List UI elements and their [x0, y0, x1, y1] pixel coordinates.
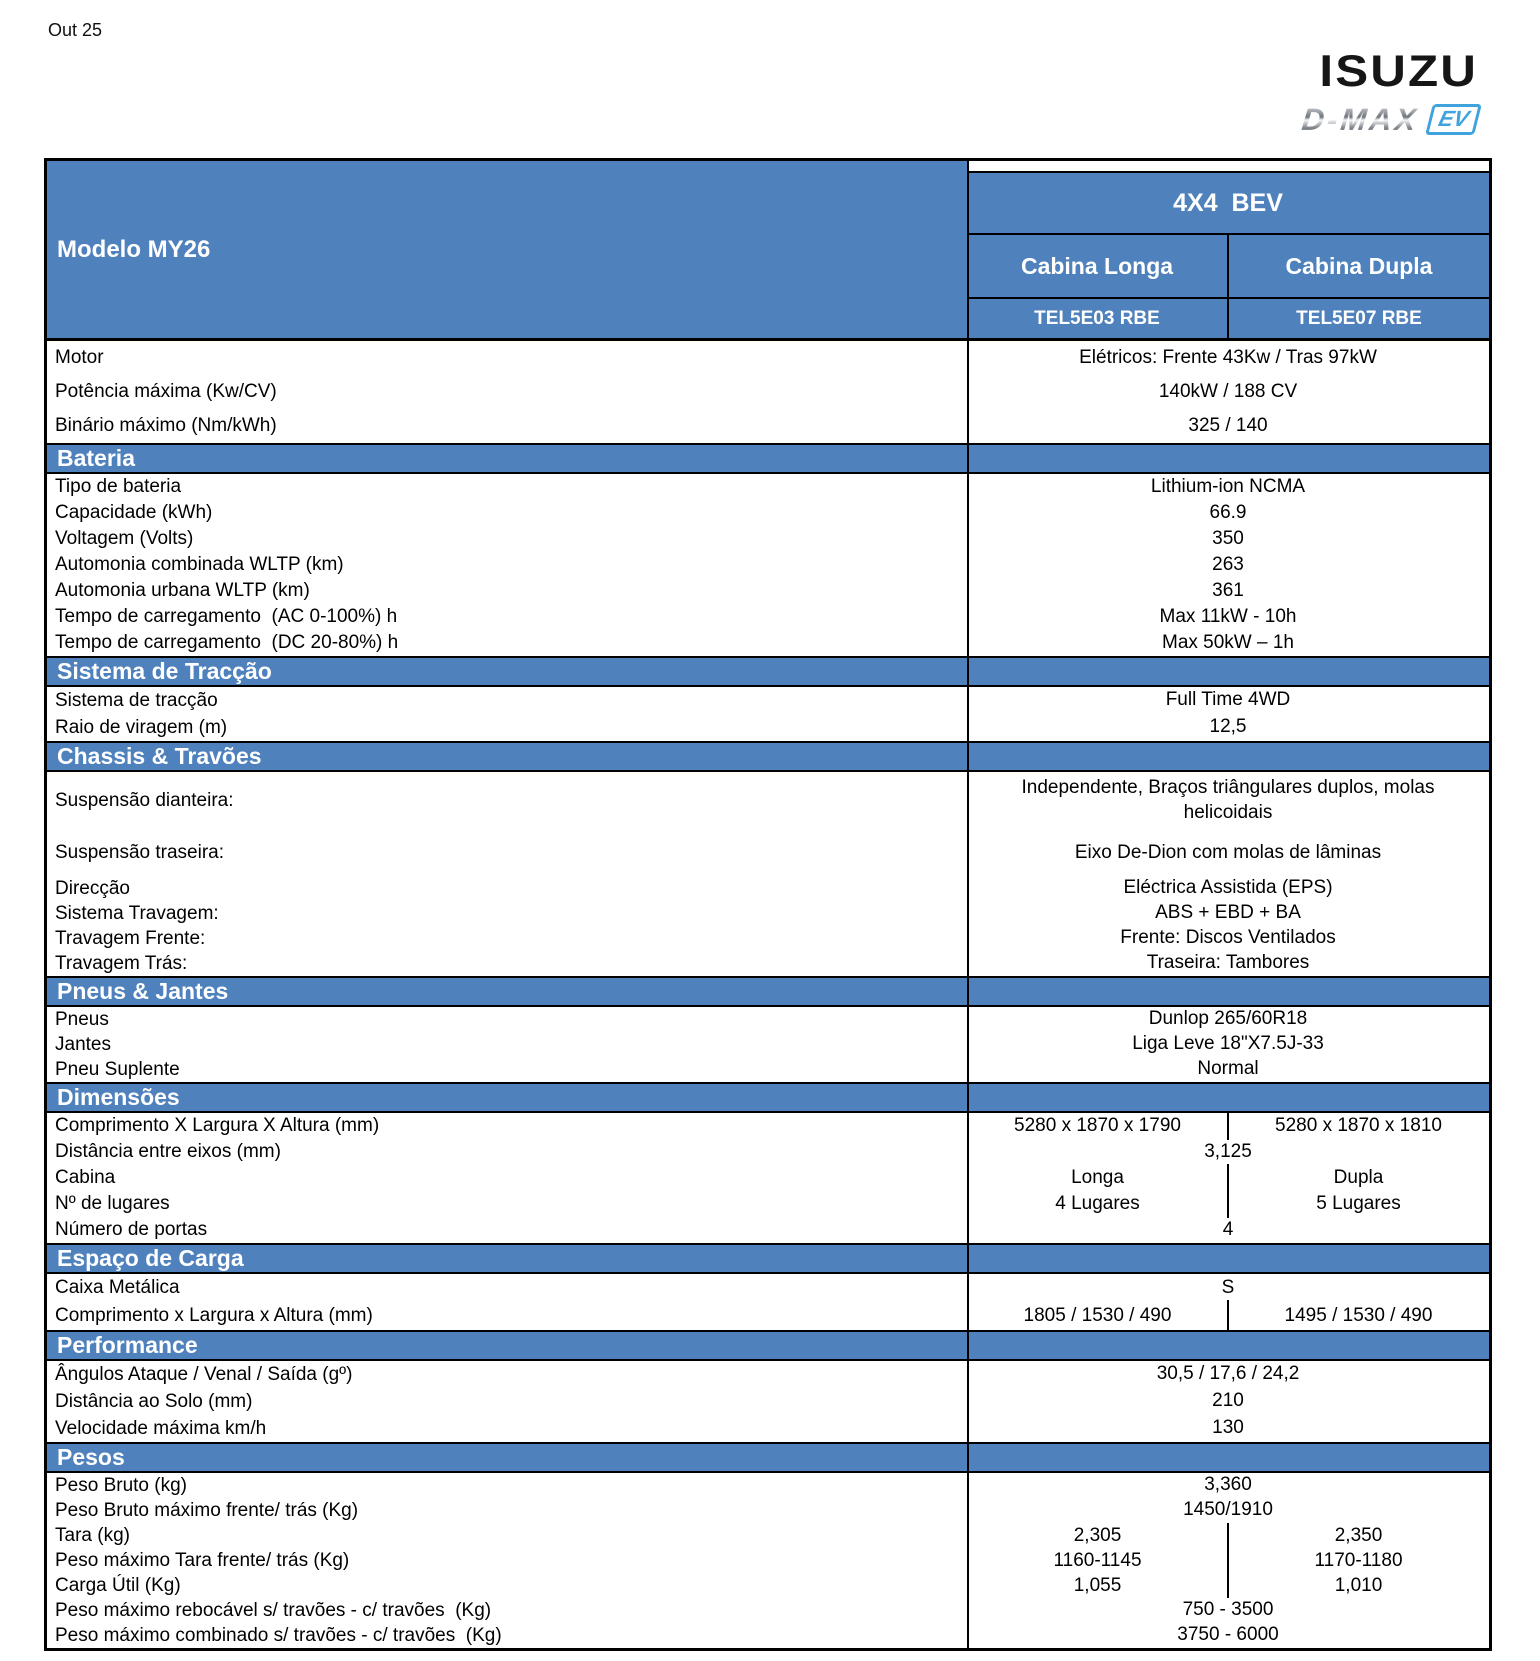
row-label: Pneu Suplente — [55, 1058, 180, 1080]
section-header-espaco-de-carga — [47, 1243, 1489, 1274]
spec-row — [47, 1274, 1489, 1302]
row-value: Eixo De-Dion com molas de lâminas — [1066, 841, 1390, 866]
row-value-merged — [967, 1274, 1489, 1302]
row-label: Tempo de carregamento (AC 0-100%) h — [55, 606, 398, 627]
row-label: Peso Bruto (kg) — [55, 1474, 187, 1496]
section-title: Pesos — [57, 1444, 125, 1470]
cab-headers — [967, 235, 1489, 299]
spec-row — [47, 687, 1489, 714]
value-right: 5 Lugares — [1316, 1193, 1401, 1214]
row-value-merged — [967, 1598, 1489, 1623]
row-label: Distância entre eixos (mm) — [55, 1141, 281, 1162]
row-value: 1450/1910 — [1174, 1498, 1282, 1523]
spec-row — [47, 1361, 1489, 1388]
row-label: Peso máximo rebocável s/ travões - c/ travões (Kg) — [55, 1599, 492, 1621]
row-value: Liga Leve 18"X7.5J-33 — [1123, 1032, 1333, 1057]
row-value: Max 50kW – 1h — [1153, 631, 1303, 656]
spec-row — [47, 1388, 1489, 1415]
sub-column-divider — [1227, 1113, 1229, 1225]
row-value: 3750 - 6000 — [1168, 1623, 1287, 1648]
row-value-merged — [967, 578, 1489, 604]
row-label: Comprimento X Largura X Altura (mm) — [55, 1115, 380, 1136]
spec-row — [47, 500, 1489, 526]
spec-row — [47, 341, 1489, 375]
spec-row — [47, 1473, 1489, 1498]
spec-row — [47, 714, 1489, 741]
section-title: Dimensões — [57, 1084, 180, 1110]
dmax-ev-logo — [1302, 104, 1478, 135]
spec-row — [47, 1598, 1489, 1623]
spec-row — [47, 830, 1489, 876]
row-value: Full Time 4WD — [1157, 688, 1300, 713]
section-rows — [47, 1473, 1489, 1648]
cab-double-header: Cabina Dupla — [1227, 235, 1489, 297]
row-value-merged — [967, 876, 1489, 901]
row-value: Elétricos: Frente 43Kw / Tras 97kW — [1070, 346, 1386, 371]
row-label: Tara (kg) — [55, 1524, 130, 1546]
value-right: Dupla — [1333, 1167, 1384, 1188]
section-header-chassis-travoes — [47, 741, 1489, 772]
row-label: Velocidade máxima km/h — [55, 1417, 267, 1439]
value-left: 1805 / 1530 / 490 — [1023, 1305, 1172, 1326]
row-value-merged — [967, 526, 1489, 552]
value-left: Longa — [1071, 1167, 1124, 1188]
row-value: Eléctrica Assistida (EPS) — [1114, 876, 1341, 901]
row-value-merged — [967, 1388, 1489, 1415]
row-value-merged — [967, 1498, 1489, 1523]
spec-row — [47, 876, 1489, 901]
section-rows — [47, 687, 1489, 741]
row-label: Automonia urbana WLTP (km) — [55, 580, 310, 601]
row-value: Dunlop 265/60R18 — [1140, 1007, 1316, 1032]
row-value: Frente: Discos Ventilados — [1111, 926, 1344, 951]
row-label: Nº de lugares — [55, 1193, 170, 1214]
row-label: Sistema Travagem: — [55, 902, 219, 924]
spec-row — [47, 951, 1489, 976]
section-header-sistema-de-traccao — [47, 656, 1489, 687]
row-value-merged — [967, 1623, 1489, 1648]
row-value-merged — [967, 714, 1489, 741]
spec-row — [47, 772, 1489, 830]
main-column-divider — [967, 161, 969, 1648]
row-value-merged — [967, 772, 1489, 830]
row-value-merged — [967, 552, 1489, 578]
spec-row — [47, 1573, 1489, 1598]
row-label: Voltagem (Volts) — [55, 528, 194, 549]
row-value-merged — [967, 951, 1489, 976]
value-left: 1,055 — [1073, 1574, 1122, 1596]
spec-row — [47, 1007, 1489, 1032]
ev-badge: EV — [1425, 104, 1482, 135]
cab-long-header: Cabina Longa — [1020, 252, 1174, 279]
row-value: ABS + EBD + BA — [1146, 901, 1310, 926]
row-label: Carga Útil (Kg) — [55, 1574, 181, 1596]
row-value-merged — [967, 1217, 1489, 1243]
row-value-merged — [967, 1057, 1489, 1082]
isuzu-wordmark-logo: ISUZU — [1319, 45, 1478, 96]
row-label: Peso máximo combinado s/ travões - c/ travões (Kg) — [55, 1624, 502, 1646]
table-body — [47, 341, 1489, 1648]
section-title: Bateria — [57, 445, 135, 471]
row-label: Comprimento x Largura x Altura (mm) — [55, 1305, 373, 1326]
spec-row — [47, 1302, 1489, 1330]
row-label: Suspensão dianteira: — [55, 790, 234, 811]
spec-row — [47, 552, 1489, 578]
row-label: Sistema de tracção — [55, 689, 218, 711]
spec-row — [47, 375, 1489, 409]
section-header-pesos — [47, 1442, 1489, 1473]
row-value-merged — [967, 1361, 1489, 1388]
row-value-merged — [967, 830, 1489, 876]
value-left: 5280 x 1870 x 1790 — [1014, 1115, 1181, 1136]
row-label: Peso máximo Tara frente/ trás (Kg) — [55, 1549, 350, 1571]
spec-row — [47, 474, 1489, 500]
spec-row — [47, 578, 1489, 604]
row-label: Número de portas — [55, 1219, 208, 1240]
variant-code-double: TEL5E07 RBE — [1227, 299, 1489, 338]
spec-row — [47, 1057, 1489, 1082]
row-value: Lithium-ion NCMA — [1142, 475, 1314, 500]
section-rows — [47, 1113, 1489, 1243]
value-left: 1160-1145 — [1053, 1549, 1142, 1571]
section-rows — [47, 1361, 1489, 1442]
section-title: Chassis & Travões — [57, 743, 262, 769]
value-right: 5280 x 1870 x 1810 — [1275, 1115, 1442, 1136]
spec-row — [47, 1113, 1489, 1139]
section-title: Performance — [57, 1332, 198, 1358]
section-rows — [47, 772, 1489, 976]
row-label: Jantes — [55, 1033, 111, 1055]
variant-code-long: TEL5E03 RBE — [1034, 307, 1160, 329]
variant-codes — [967, 299, 1489, 338]
value-left: 4 Lugares — [1055, 1193, 1140, 1214]
row-label: Distância ao Solo (mm) — [55, 1390, 253, 1412]
brand-block — [1300, 45, 1478, 137]
row-value: 3,360 — [1195, 1473, 1261, 1498]
spec-row — [47, 604, 1489, 630]
row-label: Capacidade (kWh) — [55, 502, 213, 523]
spec-row — [47, 1498, 1489, 1523]
row-value-merged — [967, 687, 1489, 714]
row-label: Cabina — [55, 1167, 116, 1188]
row-value-merged — [967, 926, 1489, 951]
spec-row — [47, 630, 1489, 656]
section-header-bateria — [47, 443, 1489, 474]
row-value: 4 — [1214, 1218, 1243, 1243]
section-rows — [47, 1007, 1489, 1082]
section-title: Sistema de Tracção — [57, 658, 272, 684]
spec-row — [47, 1165, 1489, 1191]
row-value: 3,125 — [1195, 1140, 1261, 1165]
section-header-pneus-jantes — [47, 976, 1489, 1007]
row-value-merged — [967, 375, 1489, 409]
row-value: 12,5 — [1201, 715, 1256, 740]
section-title: Espaço de Carga — [57, 1245, 244, 1271]
section-header-performance — [47, 1330, 1489, 1361]
spec-row — [47, 1032, 1489, 1057]
spec-row — [47, 1191, 1489, 1217]
model-title: Modelo MY26 — [47, 161, 967, 338]
row-value: 140kW / 188 CV — [1150, 380, 1306, 405]
row-value: 325 / 140 — [1179, 414, 1276, 439]
row-value: Independente, Braços triângulares duplos, molas helicoidais — [998, 776, 1458, 825]
row-value-merged — [967, 630, 1489, 656]
spec-row — [47, 926, 1489, 951]
row-value-merged — [967, 1473, 1489, 1498]
row-label: Ângulos Ataque / Venal / Saída (gº) — [55, 1363, 353, 1385]
dmax-wordmark-logo: D-MAX — [1300, 102, 1421, 137]
spec-row — [47, 1415, 1489, 1442]
spec-row — [47, 409, 1489, 443]
section-rows — [47, 474, 1489, 656]
value-right: 1170-1180 — [1314, 1549, 1403, 1571]
row-value-merged — [967, 901, 1489, 926]
header-right — [967, 161, 1489, 338]
value-right: 1495 / 1530 / 490 — [1284, 1305, 1433, 1326]
table-header — [47, 161, 1489, 341]
row-value: 66.9 — [1201, 501, 1256, 526]
row-label: Potência máxima (Kw/CV) — [55, 381, 277, 402]
row-label: Travagem Frente: — [55, 927, 206, 949]
spec-row — [47, 1623, 1489, 1648]
row-value-merged — [967, 1032, 1489, 1057]
row-value: 210 — [1203, 1389, 1253, 1414]
row-value-merged — [967, 341, 1489, 375]
page-date: Out 25 — [48, 20, 103, 40]
row-value-merged — [967, 1139, 1489, 1165]
row-label: Tempo de carregamento (DC 20-80%) h — [55, 632, 399, 653]
row-label: Pneus — [55, 1008, 109, 1030]
row-label: Suspensão traseira: — [55, 842, 224, 863]
row-value: S — [1213, 1276, 1244, 1301]
spec-table — [44, 158, 1492, 1651]
row-label: Raio de viragem (m) — [55, 716, 228, 738]
row-value: 130 — [1203, 1416, 1253, 1441]
spec-row — [47, 901, 1489, 926]
row-label: Caixa Metálica — [55, 1277, 180, 1298]
row-label: Travagem Trás: — [55, 952, 188, 974]
row-value: Traseira: Tambores — [1138, 951, 1319, 976]
row-value-merged — [967, 409, 1489, 443]
section-title: Pneus & Jantes — [57, 978, 229, 1004]
row-label: Automonia combinada WLTP (km) — [55, 554, 344, 575]
row-value: 30,5 / 17,6 / 24,2 — [1148, 1362, 1309, 1387]
sub-column-divider — [1227, 1516, 1229, 1606]
row-value: 350 — [1203, 527, 1253, 552]
row-value-merged — [967, 1007, 1489, 1032]
row-value: 750 - 3500 — [1174, 1598, 1283, 1623]
row-value: Max 11kW - 10h — [1151, 605, 1306, 630]
spec-row — [47, 1523, 1489, 1548]
row-label: Binário máximo (Nm/kWh) — [55, 415, 277, 436]
spec-row — [47, 1139, 1489, 1165]
value-left: 2,305 — [1073, 1524, 1122, 1546]
row-value-merged — [967, 1415, 1489, 1442]
row-label: Tipo de bateria — [55, 476, 182, 497]
value-right: 2,350 — [1334, 1524, 1383, 1546]
section-rows — [47, 341, 1489, 443]
spec-row — [47, 1217, 1489, 1243]
drivetrain-header: 4X4 BEV — [967, 171, 1489, 235]
row-value-merged — [967, 604, 1489, 630]
row-label: Peso Bruto máximo frente/ trás (Kg) — [55, 1499, 359, 1521]
row-label: Direcção — [55, 877, 130, 899]
spec-row — [47, 526, 1489, 552]
row-label: Motor — [55, 347, 104, 368]
row-value: Normal — [1188, 1057, 1267, 1082]
section-header-dimensoes — [47, 1082, 1489, 1113]
spec-row — [47, 1548, 1489, 1573]
row-value: 361 — [1203, 579, 1253, 604]
row-value: 263 — [1203, 553, 1253, 578]
section-rows — [47, 1274, 1489, 1330]
value-right: 1,010 — [1334, 1574, 1383, 1596]
header-top-gap — [967, 161, 1489, 171]
row-value-merged — [967, 500, 1489, 526]
row-value-merged — [967, 474, 1489, 500]
